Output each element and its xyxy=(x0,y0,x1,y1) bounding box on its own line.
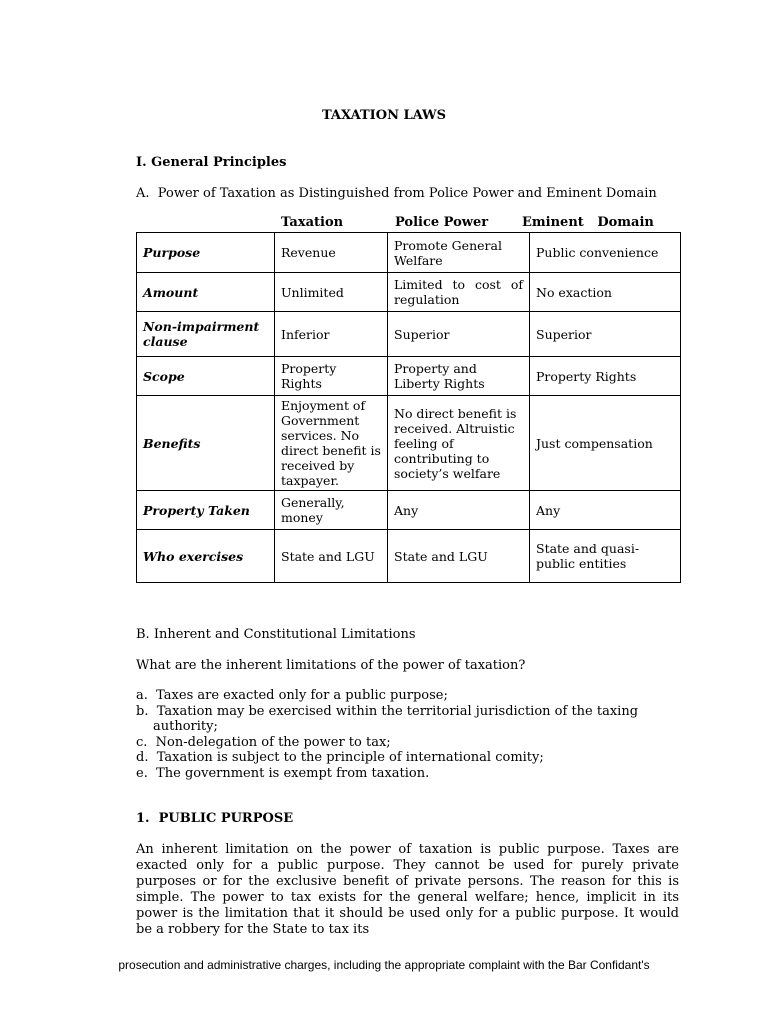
row-label: Non-impairment clause xyxy=(137,312,275,357)
cell-police-power: Property and Liberty Rights xyxy=(388,357,530,396)
cell-eminent-domain: Just compensation xyxy=(530,396,681,491)
list-item: d. Taxation is subject to the principle of international comity; xyxy=(136,750,544,765)
list-item: b. Taxation may be exercised within the territorial jurisdiction of the taxing authority; xyxy=(136,703,639,734)
footer-text: prosecution and administrative charges, including the appropriate complaint with the Bar Confidant's xyxy=(118,958,650,972)
cell-taxation: Inferior xyxy=(275,312,388,357)
table-row xyxy=(137,233,681,273)
col-header-taxation: Taxation xyxy=(281,215,344,230)
table-row xyxy=(137,357,681,396)
row-label: Who exercises xyxy=(137,530,275,583)
list-item: a. Taxes are exacted only for a public purpose; xyxy=(136,688,448,703)
section-general-principles-heading: I. General Principles xyxy=(136,155,287,170)
cell-taxation: Enjoyment of Government services. No direct benefit is received by taxpayer. xyxy=(275,396,388,491)
cell-police-power: State and LGU xyxy=(388,530,530,583)
cell-eminent-domain: Public convenience xyxy=(530,233,681,273)
limitations-question: What are the inherent limitations of the power of taxation? xyxy=(136,658,526,673)
cell-police-power: Superior xyxy=(388,312,530,357)
row-label: Property Taken xyxy=(137,491,275,530)
cell-taxation: State and LGU xyxy=(275,530,388,583)
col-header-police-power: Police Power xyxy=(395,215,489,230)
cell-taxation: Unlimited xyxy=(275,273,388,312)
table-row xyxy=(137,312,681,357)
cell-taxation: Generally, money xyxy=(275,491,388,530)
document-title: TAXATION LAWS xyxy=(321,108,447,123)
comparison-table xyxy=(136,232,681,583)
col-header-eminent-domain: Eminent Domain xyxy=(522,215,654,230)
cell-police-power: Promote General Welfare xyxy=(388,233,530,273)
cell-eminent-domain: Any xyxy=(530,491,681,530)
subsection-a-heading: A. Power of Taxation as Distinguished from Police Power and Eminent Domain xyxy=(136,186,657,201)
table-row xyxy=(137,530,681,583)
cell-police-power: Limited to cost of regulation xyxy=(388,273,530,312)
cell-eminent-domain: Property Rights xyxy=(530,357,681,396)
cell-eminent-domain: Superior xyxy=(530,312,681,357)
public-purpose-heading: 1. PUBLIC PURPOSE xyxy=(136,811,294,826)
row-label: Scope xyxy=(137,357,275,396)
cell-taxation: Revenue xyxy=(275,233,388,273)
cell-eminent-domain: No exaction xyxy=(530,273,681,312)
row-label: Amount xyxy=(137,273,275,312)
list-item: e. The government is exempt from taxation. xyxy=(136,765,430,781)
row-label: Purpose xyxy=(137,233,275,273)
cell-police-power: Any xyxy=(388,491,530,530)
cell-police-power: No direct benefit is received. Altruistic feeling of contributing to society’s welfare xyxy=(388,396,530,491)
list-item: c. Non-delegation of the power to tax; xyxy=(136,734,391,750)
table-row xyxy=(137,273,681,312)
cell-eminent-domain: State and quasi-public entities xyxy=(530,530,681,583)
cell-taxation: Property Rights xyxy=(275,357,388,396)
public-purpose-paragraph: An inherent limitation on the power of taxation is public purpose. Taxes are exacted only for a public purpose. They cannot be used for purely private purposes or for the exclusive benefit of private persons. The reason for this is simple. The power to tax exists for the general welfare; hence, implicit in its power is the limitation that it should be used only for a public purpose. It would be a robbery for the State to tax its xyxy=(136,842,679,937)
limitations-list xyxy=(136,688,656,781)
row-label: Benefits xyxy=(137,396,275,491)
subsection-b-heading: B. Inherent and Constitutional Limitations xyxy=(136,627,416,642)
table-row xyxy=(137,491,681,530)
table-row xyxy=(137,396,681,491)
